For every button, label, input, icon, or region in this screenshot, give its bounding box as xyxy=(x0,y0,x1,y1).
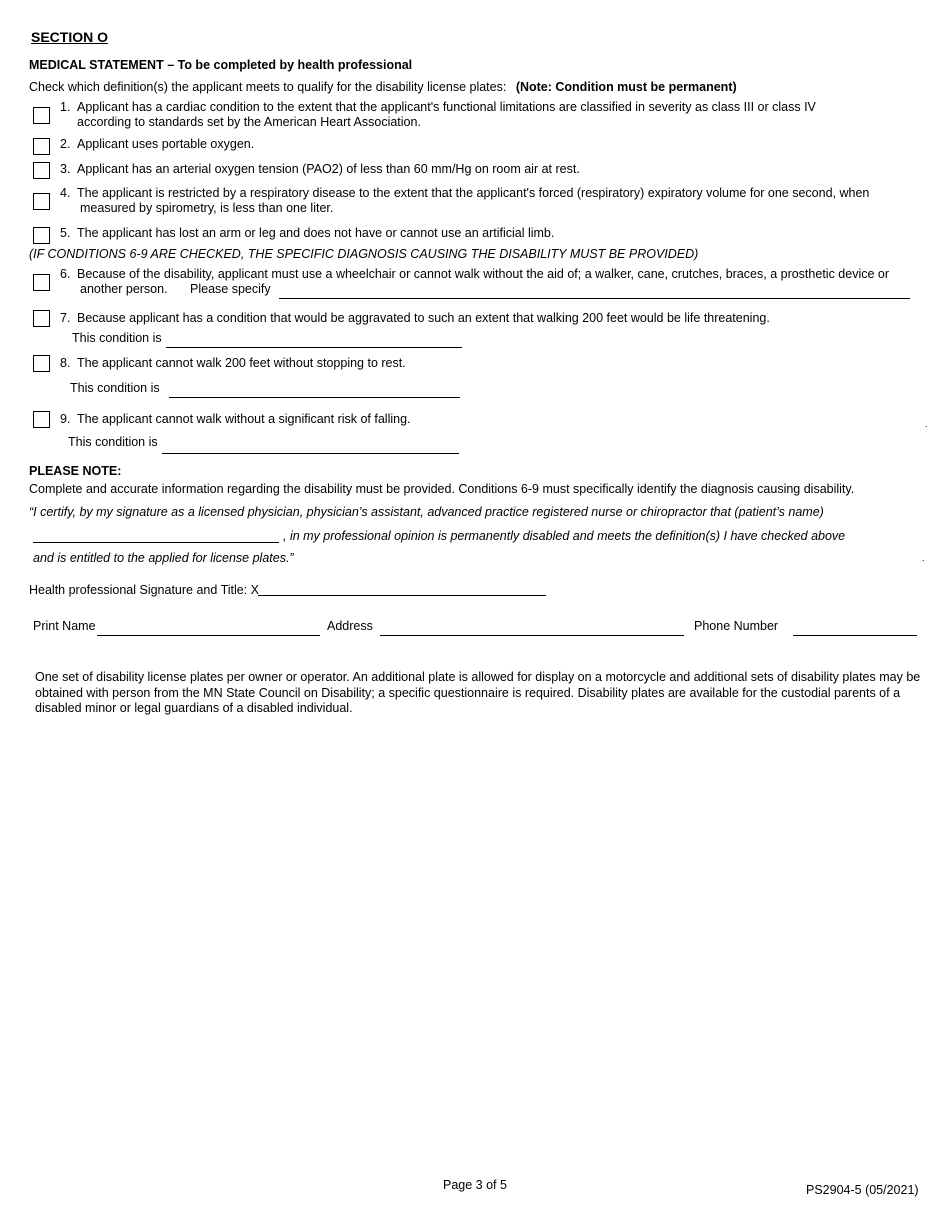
condition-3-number: 3. xyxy=(60,162,71,176)
condition-5-checkbox[interactable] xyxy=(33,227,50,244)
condition-9-number: 9. xyxy=(60,412,71,426)
condition-8-checkbox[interactable] xyxy=(33,355,50,372)
condition-1-text-line2: according to standards set by the American Heart Association. xyxy=(77,115,421,129)
print-name-label: Print Name xyxy=(33,619,96,633)
instruction-note: (Note: Condition must be permanent) xyxy=(515,80,737,94)
page-number: Page 3 of 5 xyxy=(443,1178,507,1192)
condition-2-text: Applicant uses portable oxygen. xyxy=(77,137,255,151)
condition-7-checkbox[interactable] xyxy=(33,310,50,327)
please-note-text: Complete and accurate information regarding the disability must be provided. Conditions 6-9 must specifically identify the diagnosis causing disability. xyxy=(29,482,855,496)
condition-7-text: Because applicant has a condition that would be aggravated to such an extent that walking 200 feet would be life threatening. xyxy=(77,311,770,325)
condition-6-checkbox[interactable] xyxy=(33,274,50,291)
address-label: Address xyxy=(327,619,373,633)
disclaimer-text: One set of disability license plates per owner or operator. An additional plate is allowed for display on a motorcycle and additional sets of disability plates may be obtained with person from the MN State Council on Disability; a specific questionnaire is required. Disability plates are available for the custodial parents of a disabled minor or legal guardians of a disabled individual. xyxy=(35,670,921,715)
condition-7-condition-label: This condition is xyxy=(72,331,162,345)
condition-6-specify-label: Please specify xyxy=(190,282,271,296)
condition-3-checkbox[interactable] xyxy=(33,162,50,179)
condition-9-condition-label: This condition is xyxy=(68,435,158,449)
medical-statement-heading: MEDICAL STATEMENT – To be completed by health professional xyxy=(29,58,413,72)
condition-9-condition-field[interactable] xyxy=(162,453,459,454)
condition-6-specify-field[interactable] xyxy=(279,298,910,299)
condition-8-condition-label: This condition is xyxy=(70,381,160,395)
margin-mark: . xyxy=(922,553,925,563)
condition-7-condition-field[interactable] xyxy=(166,347,462,348)
margin-mark: . xyxy=(925,419,928,429)
address-field[interactable] xyxy=(380,635,684,636)
condition-1-text-line1: Applicant has a cardiac condition to the extent that the applicant's functional limitations are classified in severity as class III or class IV xyxy=(77,100,816,114)
signature-label: Health professional Signature and Title: X xyxy=(29,583,259,597)
section-title: SECTION O xyxy=(31,29,109,45)
condition-3-text: Applicant has an arterial oxygen tension (PAO2) of less than 60 mm/Hg on room air at rest. xyxy=(77,162,580,176)
print-name-field[interactable] xyxy=(97,635,320,636)
certification-line2: , in my professional opinion is permanently disabled and meets the definition(s) I have checked above xyxy=(283,529,846,543)
condition-2-checkbox[interactable] xyxy=(33,138,50,155)
form-id: PS2904-5 (05/2021) xyxy=(806,1183,919,1197)
instruction-text: Check which definition(s) the applicant meets to qualify for the disability license plates: xyxy=(29,80,507,94)
patient-name-field[interactable] xyxy=(33,542,279,543)
conditions-6-9-notice: (IF CONDITIONS 6-9 ARE CHECKED, THE SPECIFIC DIAGNOSIS CAUSING THE DISABILITY MUST BE PROVIDED) xyxy=(29,247,699,261)
condition-7-number: 7. xyxy=(60,311,71,325)
condition-4-text-line2: measured by spirometry, is less than one liter. xyxy=(80,201,334,215)
condition-8-text: The applicant cannot walk 200 feet without stopping to rest. xyxy=(77,356,406,370)
condition-6-text-line2: another person. xyxy=(80,282,168,296)
condition-1-number: 1. xyxy=(60,100,71,114)
certification-line3: and is entitled to the applied for license plates.” xyxy=(33,551,294,565)
phone-number-field[interactable] xyxy=(793,635,917,636)
condition-8-number: 8. xyxy=(60,356,71,370)
condition-9-text: The applicant cannot walk without a significant risk of falling. xyxy=(77,412,411,426)
condition-4-number: 4. xyxy=(60,186,71,200)
signature-field[interactable] xyxy=(258,595,546,596)
condition-4-checkbox[interactable] xyxy=(33,193,50,210)
condition-1-checkbox[interactable] xyxy=(33,107,50,124)
instruction xyxy=(29,80,737,94)
condition-6-text-line1: Because of the disability, applicant must use a wheelchair or cannot walk without the aid of; a walker, cane, crutches, braces, a prosthetic device or xyxy=(77,267,890,281)
condition-9-checkbox[interactable] xyxy=(33,411,50,428)
phone-number-label: Phone Number xyxy=(694,619,779,633)
condition-5-text: The applicant has lost an arm or leg and does not have or cannot use an artificial limb. xyxy=(77,226,555,240)
condition-8-condition-field[interactable] xyxy=(169,397,460,398)
condition-4-text-line1: The applicant is restricted by a respiratory disease to the extent that the applicant's forced (respiratory) expiratory volume for one second, when xyxy=(77,186,870,200)
condition-2-number: 2. xyxy=(60,137,71,151)
please-note-title: PLEASE NOTE: xyxy=(29,464,122,478)
condition-5-number: 5. xyxy=(60,226,71,240)
condition-6-number: 6. xyxy=(60,267,71,281)
certification-line1: “I certify, by my signature as a licensed physician, physician’s assistant, advanced practice registered nurse or chiropractor that (patient’s name) xyxy=(29,505,824,519)
